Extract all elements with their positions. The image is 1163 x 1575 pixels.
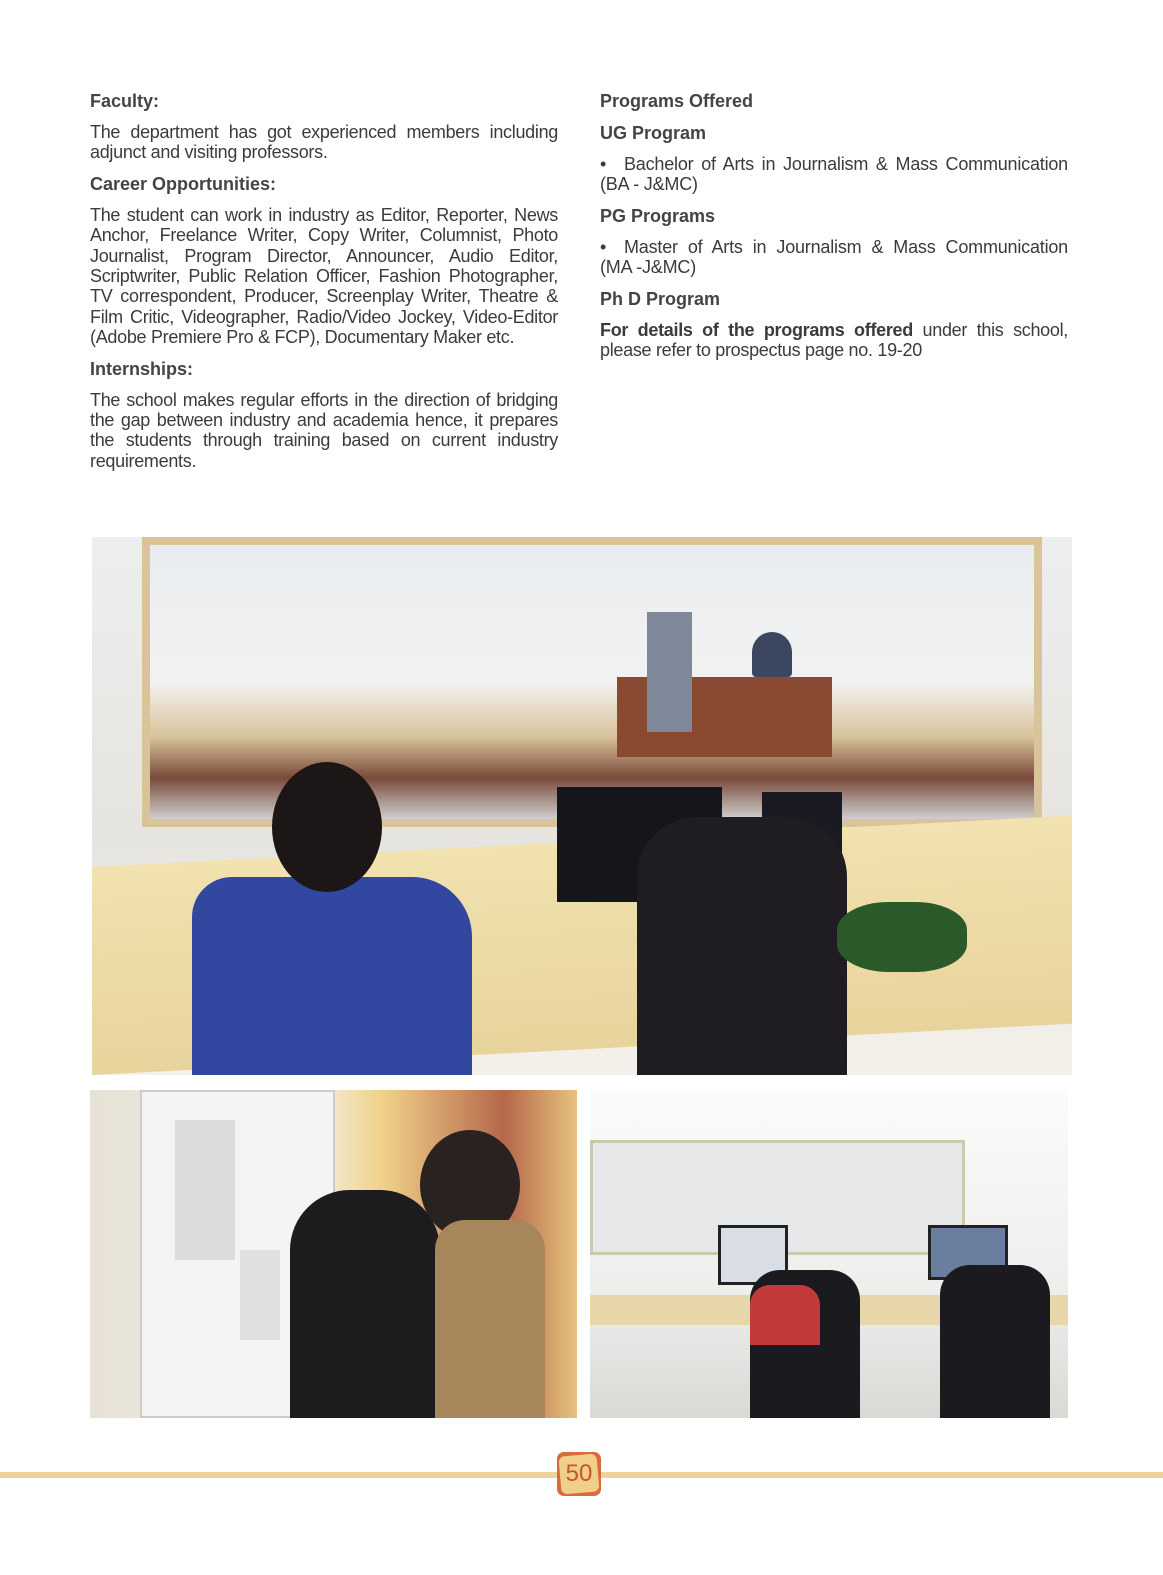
left-column bbox=[90, 90, 558, 481]
page-number: 50 bbox=[565, 1460, 593, 1487]
pg-program-item: • Master of Arts in Journalism & Mass Communication (MA -J&MC) bbox=[600, 236, 1068, 278]
career-heading: Career Opportunities: bbox=[90, 173, 277, 194]
internships-text: The school makes regular efforts in the direction of bridging the gap between industry and academia hence, it prepares the students through training based on current industry requirements. bbox=[90, 389, 558, 471]
phd-heading: Ph D Program bbox=[600, 288, 721, 309]
details-bold: For details of the programs offered bbox=[600, 319, 913, 340]
ug-heading: UG Program bbox=[600, 123, 707, 143]
page-number-badge bbox=[557, 1452, 601, 1496]
faculty-heading: Faculty: bbox=[90, 91, 160, 111]
faculty-text: The department has got experienced members including adjunct and visiting professors. bbox=[90, 122, 558, 163]
right-column bbox=[600, 90, 1068, 370]
ug-program-label: Bachelor of Arts in Journalism & Mass Communication (BA - J&MC) bbox=[600, 154, 1068, 195]
programs-heading: Programs Offered bbox=[600, 91, 754, 111]
internships-heading: Internships: bbox=[90, 358, 194, 379]
details-text bbox=[600, 320, 1068, 361]
ug-program-item: • Bachelor of Arts in Journalism & Mass Communication (BA - J&MC) bbox=[600, 154, 1068, 195]
photo-studio-control-room bbox=[92, 537, 1072, 1075]
photo-newspaper-board bbox=[90, 1090, 577, 1418]
career-text: The student can work in industry as Editor, Reporter, News Anchor, Freelance Writer, Copy Writer, Columnist, Photo Journalist, Program Director, Announcer, Audio Editor, Scriptwriter, Public Relation Officer, Fashion Photographer, TV correspondent, Producer, Screenplay Writer, Theatre & Film Critic, Videographer, Radio/Video Jockey, Video-Editor (Adobe Premiere Pro & FCP), Documentary Maker etc. bbox=[90, 204, 558, 348]
photo-computer-lab bbox=[590, 1090, 1068, 1418]
details-rest: under this school, please refer to prospectus page no. 19-20 bbox=[600, 319, 1069, 361]
pg-program-label: Master of Arts in Journalism & Mass Communication (MA -J&MC) bbox=[600, 236, 1068, 278]
pg-heading: PG Programs bbox=[600, 205, 716, 226]
